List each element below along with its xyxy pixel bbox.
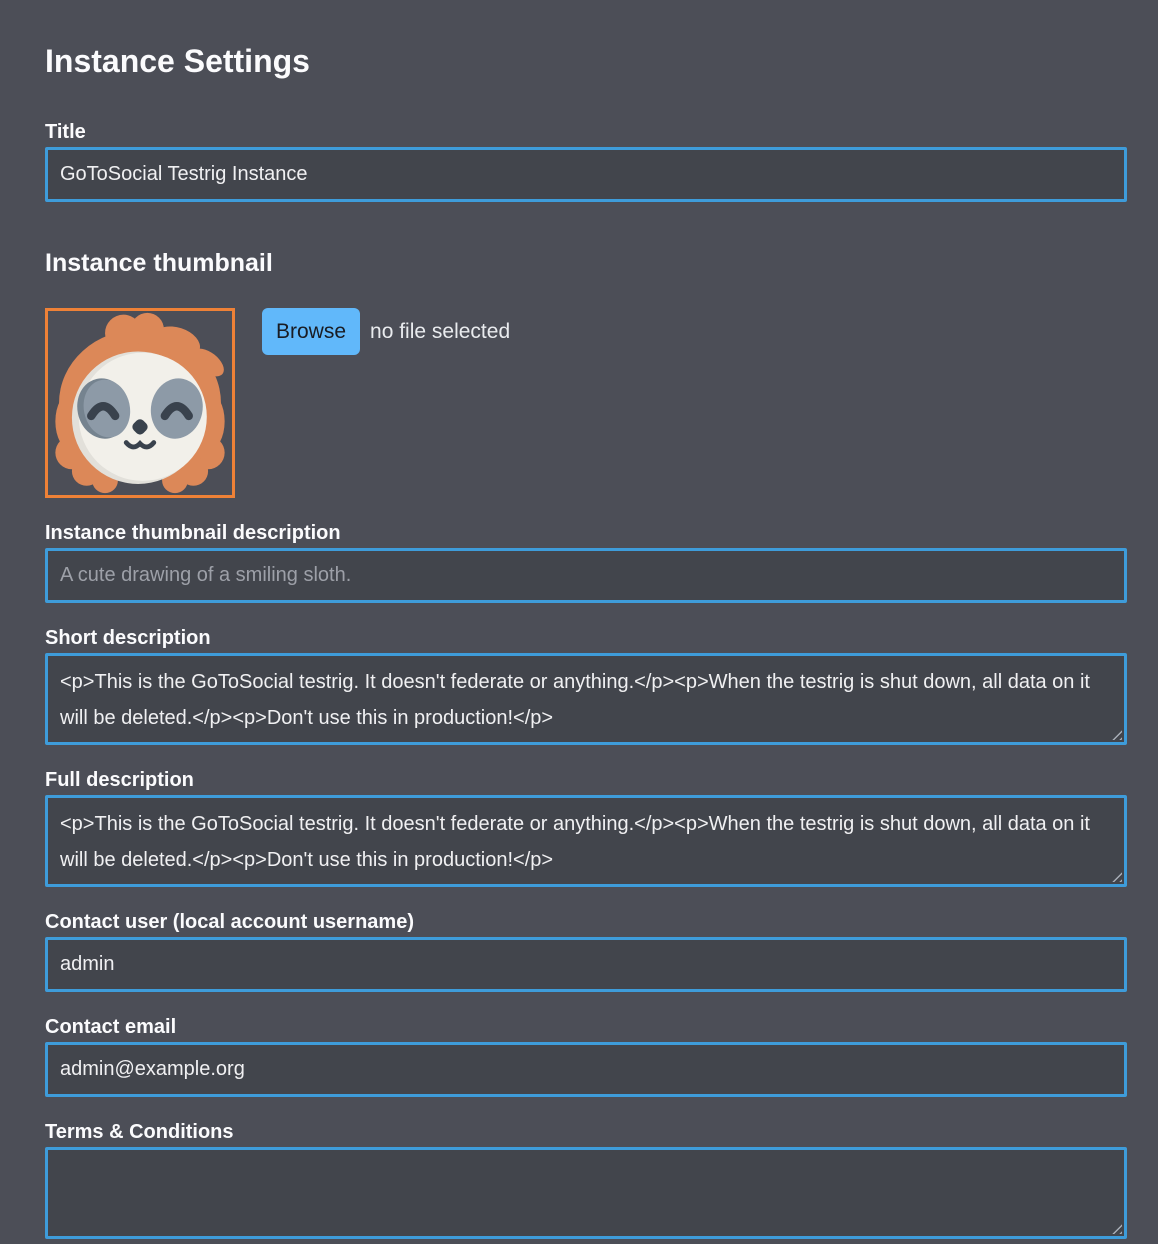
thumbnail-section-heading: Instance thumbnail [45, 249, 273, 277]
short-description-field-group [45, 626, 1127, 745]
page-title: Instance Settings [45, 43, 310, 79]
full-description-label: Full description [45, 769, 194, 791]
short-description-wrap [45, 653, 1127, 745]
thumbnail-description-field-group [45, 521, 1127, 603]
sloth-mascot-image [48, 311, 232, 495]
thumbnail-description-label: Instance thumbnail description [45, 522, 341, 544]
contact-email-label: Contact email [45, 1016, 177, 1038]
short-description-textarea[interactable] [45, 653, 1127, 745]
terms-label: Terms & Conditions [45, 1121, 234, 1143]
terms-wrap [45, 1147, 1127, 1239]
thumbnail-description-input[interactable] [45, 548, 1127, 603]
short-description-label: Short description [45, 627, 211, 649]
full-description-textarea[interactable] [45, 795, 1127, 887]
title-input[interactable] [45, 147, 1127, 202]
contact-email-field-group [45, 1015, 1127, 1097]
contact-user-input[interactable] [45, 937, 1127, 992]
thumbnail-row [45, 308, 1127, 498]
full-description-field-group [45, 768, 1127, 887]
full-description-wrap [45, 795, 1127, 887]
instance-thumbnail-preview [45, 308, 235, 498]
contact-user-field-group [45, 910, 1127, 992]
browse-button[interactable]: Browse [262, 308, 360, 355]
contact-user-label: Contact user (local account username) [45, 911, 414, 933]
file-status-text: no file selected [370, 319, 511, 343]
title-field-group [45, 120, 1127, 202]
terms-textarea[interactable] [45, 1147, 1127, 1239]
terms-field-group [45, 1120, 1127, 1239]
title-label: Title [45, 121, 86, 143]
thumbnail-file-input [262, 308, 510, 355]
contact-email-input[interactable] [45, 1042, 1127, 1097]
